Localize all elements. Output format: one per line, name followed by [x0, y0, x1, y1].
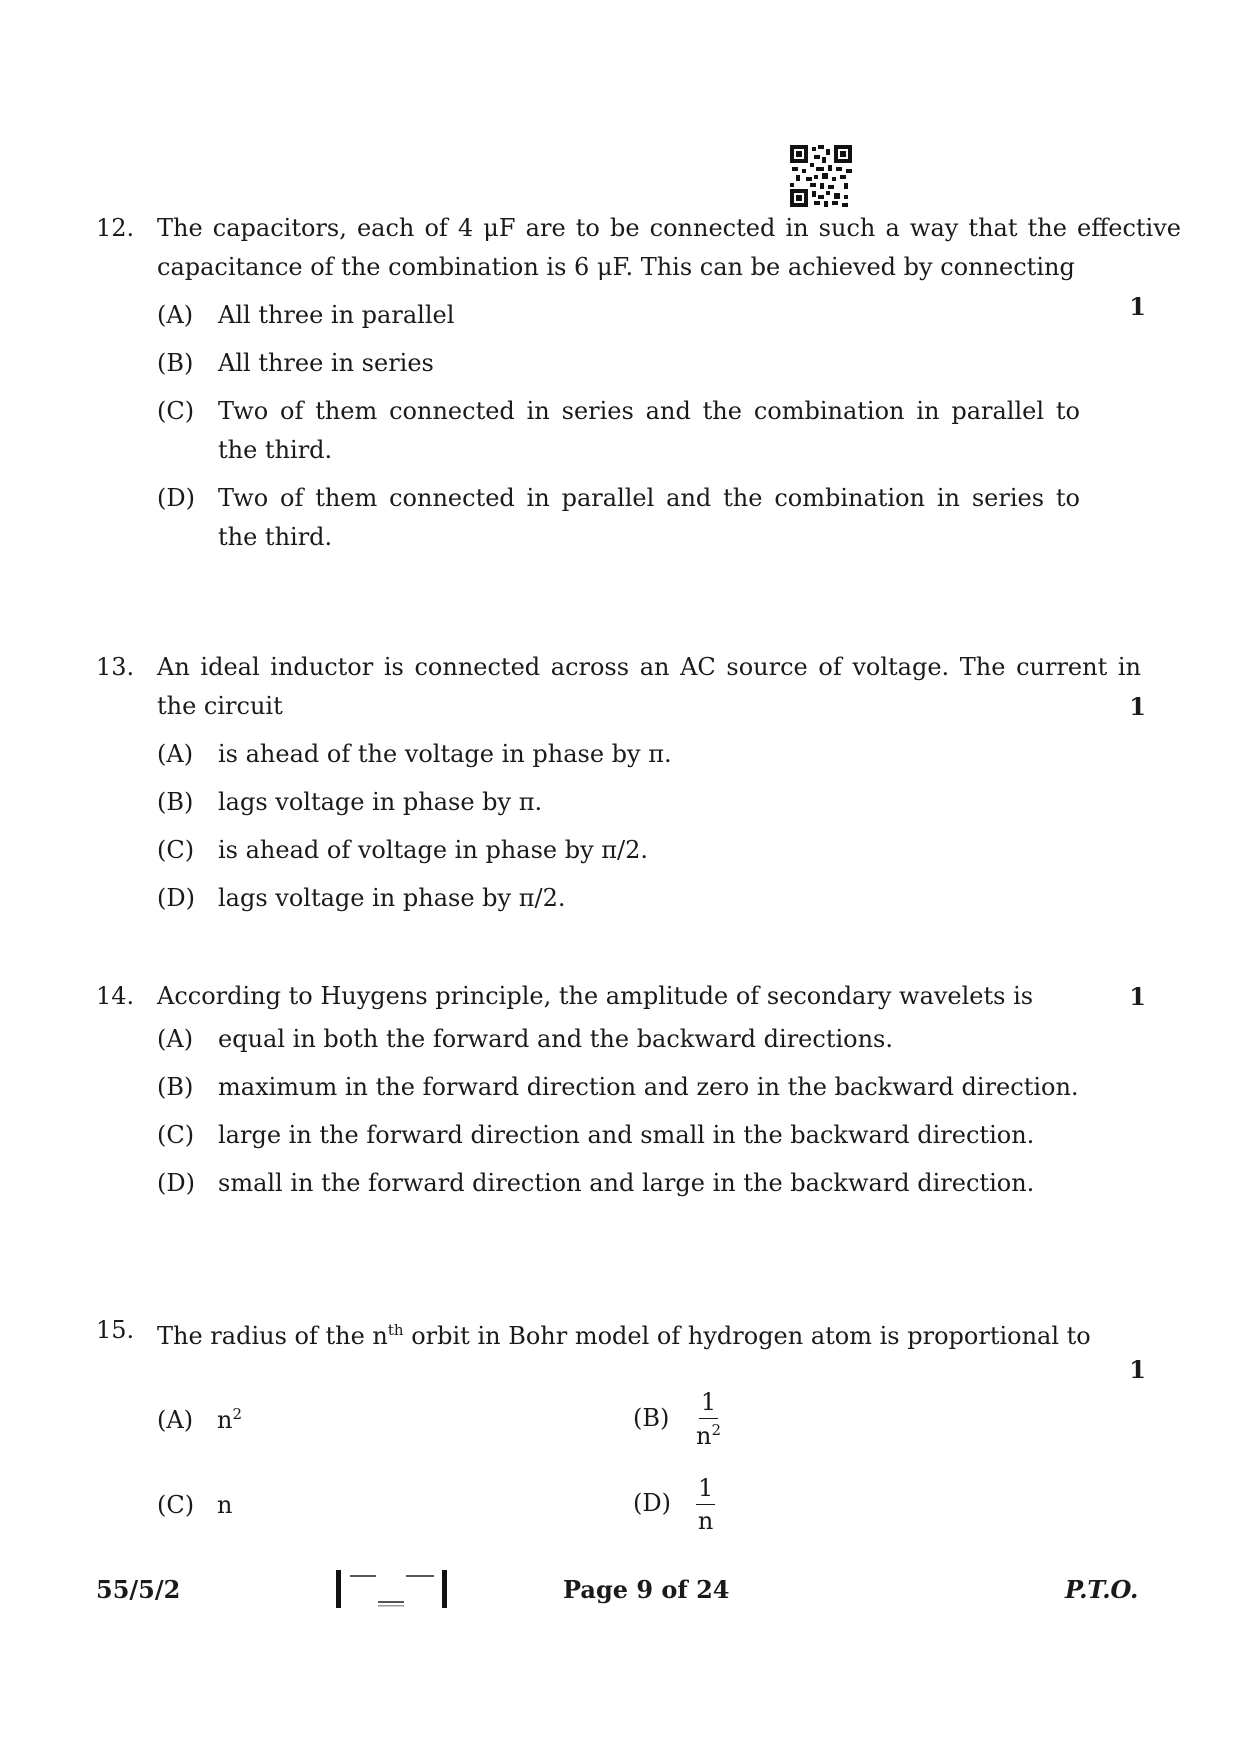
options-list [157, 296, 1146, 557]
option-text: large in the forward direction and small in the backward direction. [218, 1121, 1035, 1149]
option-label: (D) [157, 1169, 195, 1197]
option-c [157, 1491, 232, 1519]
paper-code: 55/5/2 [96, 1575, 181, 1604]
option-text: All three in series [218, 349, 434, 377]
option-label: (B) [157, 349, 194, 377]
option-label: (B) [633, 1403, 670, 1432]
question-marks: 1 [1129, 692, 1146, 721]
option-text: is ahead of the voltage in phase by π. [218, 740, 672, 768]
question-15 [96, 1311, 1146, 1384]
question-marks: 1 [1129, 982, 1146, 1011]
question-text: According to Huygens principle, the amplitude of secondary wavelets is [157, 982, 1034, 1010]
options-list [157, 1020, 1146, 1203]
option-d [157, 879, 1080, 918]
page-number: Page 9 of 24 [563, 1575, 730, 1604]
option-b [157, 783, 1080, 822]
option-label: (B) [157, 1073, 194, 1101]
question-text: The radius of the $n^{th}$ orbit in Bohr model of hydrogen atom is proportional to [157, 1321, 1091, 1350]
question-number: 13. [96, 653, 135, 681]
option-d [157, 1164, 1080, 1203]
question-number: 15. [96, 1316, 135, 1344]
option-a [157, 296, 1080, 335]
option-text: maximum in the forward direction and zero in the backward direction. [218, 1073, 1079, 1101]
option-a [157, 1405, 242, 1434]
option-label: (C) [157, 836, 195, 864]
option-b [157, 1068, 1080, 1107]
option-label: (D) [157, 884, 195, 912]
option-text: $n^2$ [217, 1405, 243, 1434]
option-d [157, 479, 1080, 557]
option-label: (D) [633, 1489, 671, 1517]
question-13 [96, 648, 1146, 927]
option-text: small in the forward direction and large in the backward direction. [218, 1169, 1035, 1197]
option-c [157, 831, 1080, 870]
option-text: lags voltage in phase by π/2. [218, 884, 566, 912]
option-label: (A) [157, 740, 194, 768]
question-text: An ideal inductor is connected across an AC source of voltage. The current in the circuit [157, 653, 1141, 720]
option-label: (C) [157, 397, 195, 425]
fraction: $\frac{1}{n^2}$ [696, 1388, 722, 1450]
option-a [157, 735, 1080, 774]
fraction: $\frac{1}{n}$ [697, 1474, 714, 1535]
option-label: (C) [157, 1121, 195, 1149]
option-label: (D) [157, 484, 195, 512]
barcode-icon [336, 1568, 448, 1610]
question-marks: 1 [1129, 292, 1146, 321]
option-label: (B) [157, 788, 194, 816]
option-label: (A) [157, 1025, 194, 1053]
option-text: n [217, 1491, 233, 1519]
option-c [157, 392, 1080, 470]
question-14 [96, 977, 1146, 1212]
question-text: The capacitors, each of 4 μF are to be connected in such a way that the effective capacitance of the combination is 6 μF. This can be achieved by connecting [157, 214, 1181, 281]
question-marks: 1 [1129, 1355, 1146, 1384]
option-d [633, 1476, 715, 1533]
question-12 [96, 209, 1181, 566]
option-b [633, 1390, 721, 1448]
option-label: (A) [157, 301, 194, 329]
option-text: Two of them connected in series and the combination in parallel to the third. [218, 397, 1080, 464]
option-label: (A) [157, 1406, 194, 1434]
option-a [157, 1020, 1080, 1059]
pto-label: P.T.O. [1065, 1575, 1139, 1604]
option-label: (C) [157, 1491, 195, 1519]
options-list [157, 735, 1146, 918]
option-c [157, 1116, 1080, 1155]
question-number: 12. [96, 214, 135, 242]
qr-code-icon [790, 145, 852, 207]
option-text: All three in parallel [218, 301, 455, 329]
option-text: lags voltage in phase by π. [218, 788, 543, 816]
question-number: 14. [96, 982, 135, 1010]
option-text: is ahead of voltage in phase by π/2. [218, 836, 649, 864]
option-b [157, 344, 1080, 383]
option-text: Two of them connected in parallel and the combination in series to the third. [218, 484, 1080, 551]
option-text: equal in both the forward and the backward directions. [218, 1025, 893, 1053]
